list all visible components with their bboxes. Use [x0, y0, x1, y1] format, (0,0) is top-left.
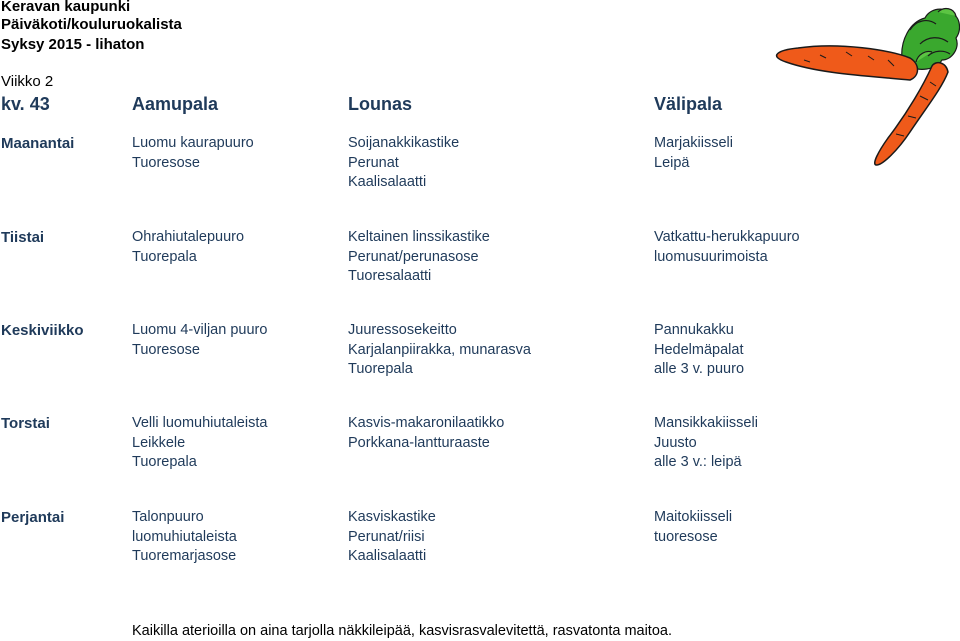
monday-breakfast — [132, 134, 254, 173]
day-name-wednesday: Keskiviikko — [1, 322, 84, 339]
menu-line: Vatkattu-herukkapuuro — [654, 229, 800, 245]
friday-lunch — [348, 508, 436, 567]
menu-line: Luomu 4-viljan puuro — [132, 322, 268, 338]
column-heading-snack: Välipala — [654, 94, 723, 114]
menu-title: Päiväkoti/kouluruokalista — [1, 16, 182, 33]
menu-line: Kasviskastike — [348, 509, 436, 525]
menu-line: Kaalisalaatti — [348, 548, 427, 565]
thursday-breakfast — [132, 414, 267, 473]
menu-line: Hedelmäpalat — [654, 341, 744, 358]
menu-line: Karjalanpiirakka, munarasva — [348, 341, 531, 358]
menu-line: alle 3 v. puuro — [654, 361, 745, 378]
tuesday-snack — [654, 228, 800, 267]
menu-line: Ohrahiutalepuuro — [132, 229, 245, 245]
menu-line: Perunat/riisi — [348, 528, 425, 545]
day-name-tuesday: Tiistai — [1, 229, 45, 246]
menu-line: Tuoresose — [132, 341, 200, 358]
menu-line: Soijanakkikastike — [348, 135, 460, 151]
menu-line: Tuoresose — [132, 154, 200, 171]
menu-line: tuoresose — [654, 528, 718, 545]
menu-line: Kaalisalaatti — [348, 174, 427, 191]
thursday-snack — [654, 414, 758, 473]
menu-line: alle 3 v.: leipä — [654, 454, 742, 471]
day-name-friday: Perjantai — [1, 509, 65, 526]
menu-line: Juuressosekeitto — [348, 322, 457, 338]
monday-snack — [654, 134, 733, 173]
menu-line: Maitokiisseli — [654, 509, 733, 525]
menu-line: Luomu kaurapuuro — [132, 135, 254, 151]
city-name: Keravan kaupunki — [1, 0, 131, 15]
menu-line: Tuoremarjasose — [132, 548, 237, 565]
wednesday-lunch — [348, 321, 531, 380]
column-heading-breakfast: Aamupala — [132, 94, 219, 114]
footer-note: Kaikilla aterioilla on aina tarjolla näkkileipää, kasvisrasvalevitettä, rasvatonta maitoa. — [132, 623, 672, 639]
menu-line: Tuorepala — [348, 361, 413, 378]
menu-line: Tuorepala — [132, 248, 197, 265]
menu-line: luomuhiutaleista — [132, 528, 237, 545]
menu-line: luomusuurimoista — [654, 248, 768, 265]
friday-snack — [654, 508, 732, 547]
menu-line: Pannukakku — [654, 322, 734, 338]
monday-lunch — [348, 134, 459, 193]
menu-line: Keltainen linssikastike — [348, 229, 490, 245]
menu-line: Juusto — [654, 434, 697, 451]
menu-line: Tuoresalaatti — [348, 268, 432, 285]
menu-line: Tuorepala — [132, 454, 197, 471]
menu-line: Porkkana-lantturaaste — [348, 434, 490, 451]
menu-line: Mansikkakiisseli — [654, 415, 758, 431]
wednesday-snack — [654, 321, 744, 380]
menu-line: Marjakiisseli — [654, 135, 733, 151]
menu-line: Perunat — [348, 154, 399, 171]
season-title: Syksy 2015 - lihaton — [1, 36, 145, 53]
friday-breakfast — [132, 508, 237, 567]
kv-label: kv. 43 — [1, 94, 50, 114]
menu-line: Perunat/perunasose — [348, 248, 479, 265]
menu-line: Velli luomuhiutaleista — [132, 415, 268, 431]
wednesday-breakfast — [132, 321, 267, 360]
menu-line: Kasvis-makaronilaatikko — [348, 415, 505, 431]
menu-line: Talonpuuro — [132, 509, 204, 525]
menu-line: Leikkele — [132, 434, 186, 451]
column-heading-lunch: Lounas — [348, 94, 413, 114]
carrot-illustration — [760, 0, 960, 175]
thursday-lunch — [348, 414, 504, 453]
day-name-thursday: Torstai — [1, 415, 50, 432]
tuesday-lunch — [348, 228, 490, 287]
day-name-monday: Maanantai — [1, 135, 75, 152]
week-number: Viikko 2 — [1, 73, 54, 90]
tuesday-breakfast — [132, 228, 244, 267]
menu-line: Leipä — [654, 154, 690, 171]
